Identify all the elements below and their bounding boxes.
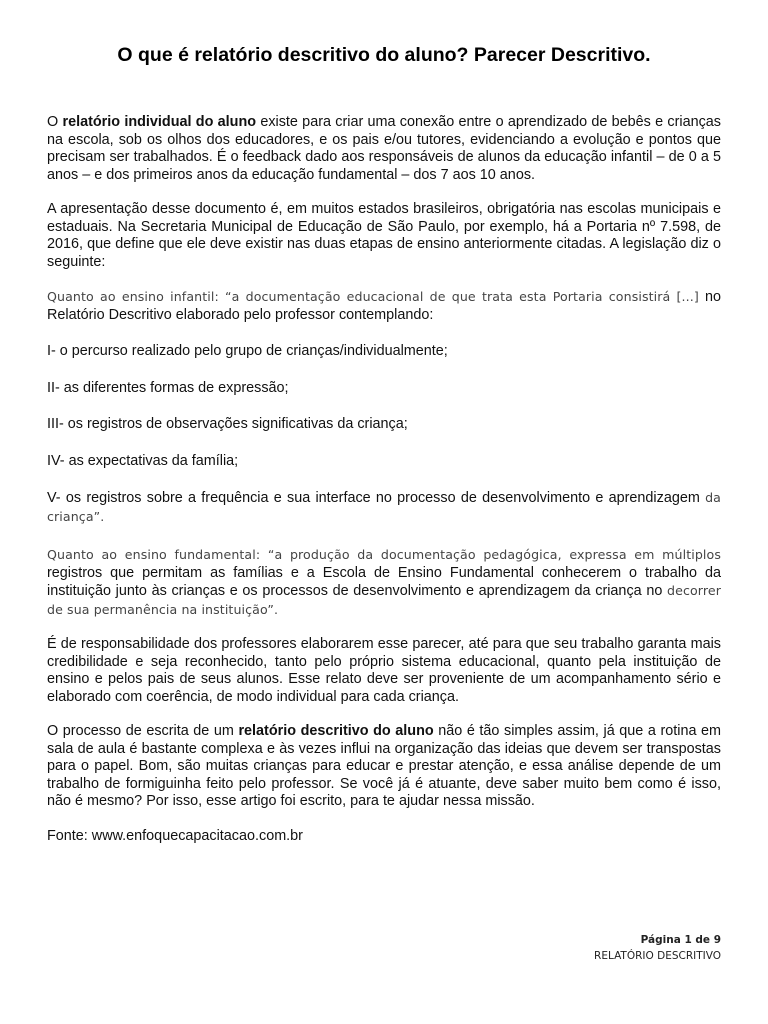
list-item: III- os registros de observações significativas da criança; bbox=[47, 416, 408, 432]
source-line: Fonte: www.enfoquecapacitacao.com.br bbox=[47, 827, 303, 844]
fundamental-quote-start: Quanto ao ensino fundamental: “a produção da documentação pedagógica, expressa em múltiplos bbox=[47, 547, 721, 562]
paragraph-fundamental bbox=[47, 546, 721, 619]
page-footer bbox=[594, 932, 721, 964]
criteria-list bbox=[47, 343, 721, 526]
intro-bold: relatório individual do aluno bbox=[62, 114, 257, 130]
paragraph-infantil bbox=[47, 288, 721, 324]
footer-label: RELATÓRIO DESCRITIVO bbox=[594, 950, 721, 962]
page-title: O que é relatório descritivo do aluno? Parecer Descritivo. bbox=[117, 44, 651, 66]
process-rest: não é tão simples assim, já que a rotina em sala de aula é bastante complexa e às vezes influi na organização das ideias que devem ser transpostas para o papel. Bom, são muitas crianças para educar e prestar atenção, e essa análise depende de um trabalho de formiguinha feito pelo professor. Se você já é atuante, deve saber muito bem como é isso, não é mesmo? Por isso, esse artigo foi escrito, para te ajudar nessa missão. bbox=[47, 723, 722, 809]
document-body bbox=[47, 114, 721, 862]
list-item: II- as diferentes formas de expressão; bbox=[47, 379, 289, 396]
process-lead: O processo de escrita de um bbox=[47, 723, 239, 739]
process-bold: relatório descritivo do aluno bbox=[238, 723, 434, 739]
item5-quote: da criança”. bbox=[47, 490, 721, 524]
paragraph-process bbox=[47, 723, 721, 811]
paragraph-legislation: A apresentação desse documento é, em muitos estados brasileiros, obrigatória nas escolas municipais e estaduais. Na Secretaria Municipal de Educação de São Paulo, por exemplo, há a Portaria nº 7.598, de 2016, que define que ele deve existir nas duas etapas de ensino anteriormente citadas. A legislação diz o seguinte: bbox=[47, 201, 721, 270]
page-number: Página 1 de 9 bbox=[640, 934, 721, 946]
fundamental-middle: registros que permitam as famílias e a Escola de Ensino Fundamental conhecerem o trabalho da instituição junto às crianças e os processos de desenvolvimento e aprendizagem da criança no bbox=[47, 564, 721, 599]
item5-text: V- os registros sobre a frequência e sua interface no processo de desenvolvimento e aprendizagem bbox=[47, 490, 706, 506]
paragraph-responsibility: É de responsabilidade dos professores elaborarem esse parecer, até para que seu trabalho garanta mais credibilidade e seja reconhecido, tanto pelo próprio sistema educacional, quanto pela instituição de ensino e pelos pais de seus alunos. Esse relato deve ser proveniente de um acompanhamento sério e elaborado com coerência, de modo individual para cada criança. bbox=[47, 636, 721, 705]
paragraph-intro bbox=[47, 114, 721, 184]
list-item: I- o percurso realizado pelo grupo de crianças/individualmente; bbox=[47, 343, 448, 359]
list-item: IV- as expectativas da família; bbox=[47, 452, 239, 469]
infantil-quote: Quanto ao ensino infantil: “a documentação educacional de que trata esta Portaria consistirá [...] bbox=[47, 289, 699, 304]
list-item bbox=[47, 489, 721, 526]
intro-rest: existe para criar uma conexão entre o aprendizado de bebês e crianças na escola, sob os olhos dos educadores, e os pais e/ou tutores, evidenciando a evolução e pontos que precisam ser trabalhados. É o feedback dado aos responsáveis de alunos da educação infantil – de 0 a 5 anos – e dos primeiros anos da educação fundamental – dos 7 aos 10 anos. bbox=[47, 114, 722, 183]
intro-lead: O bbox=[47, 114, 63, 130]
infantil-rest: no Relatório Descritivo elaborado pelo professor contemplando: bbox=[47, 289, 721, 323]
fundamental-quote-end: decorrer de sua permanência na instituição”. bbox=[47, 583, 721, 617]
